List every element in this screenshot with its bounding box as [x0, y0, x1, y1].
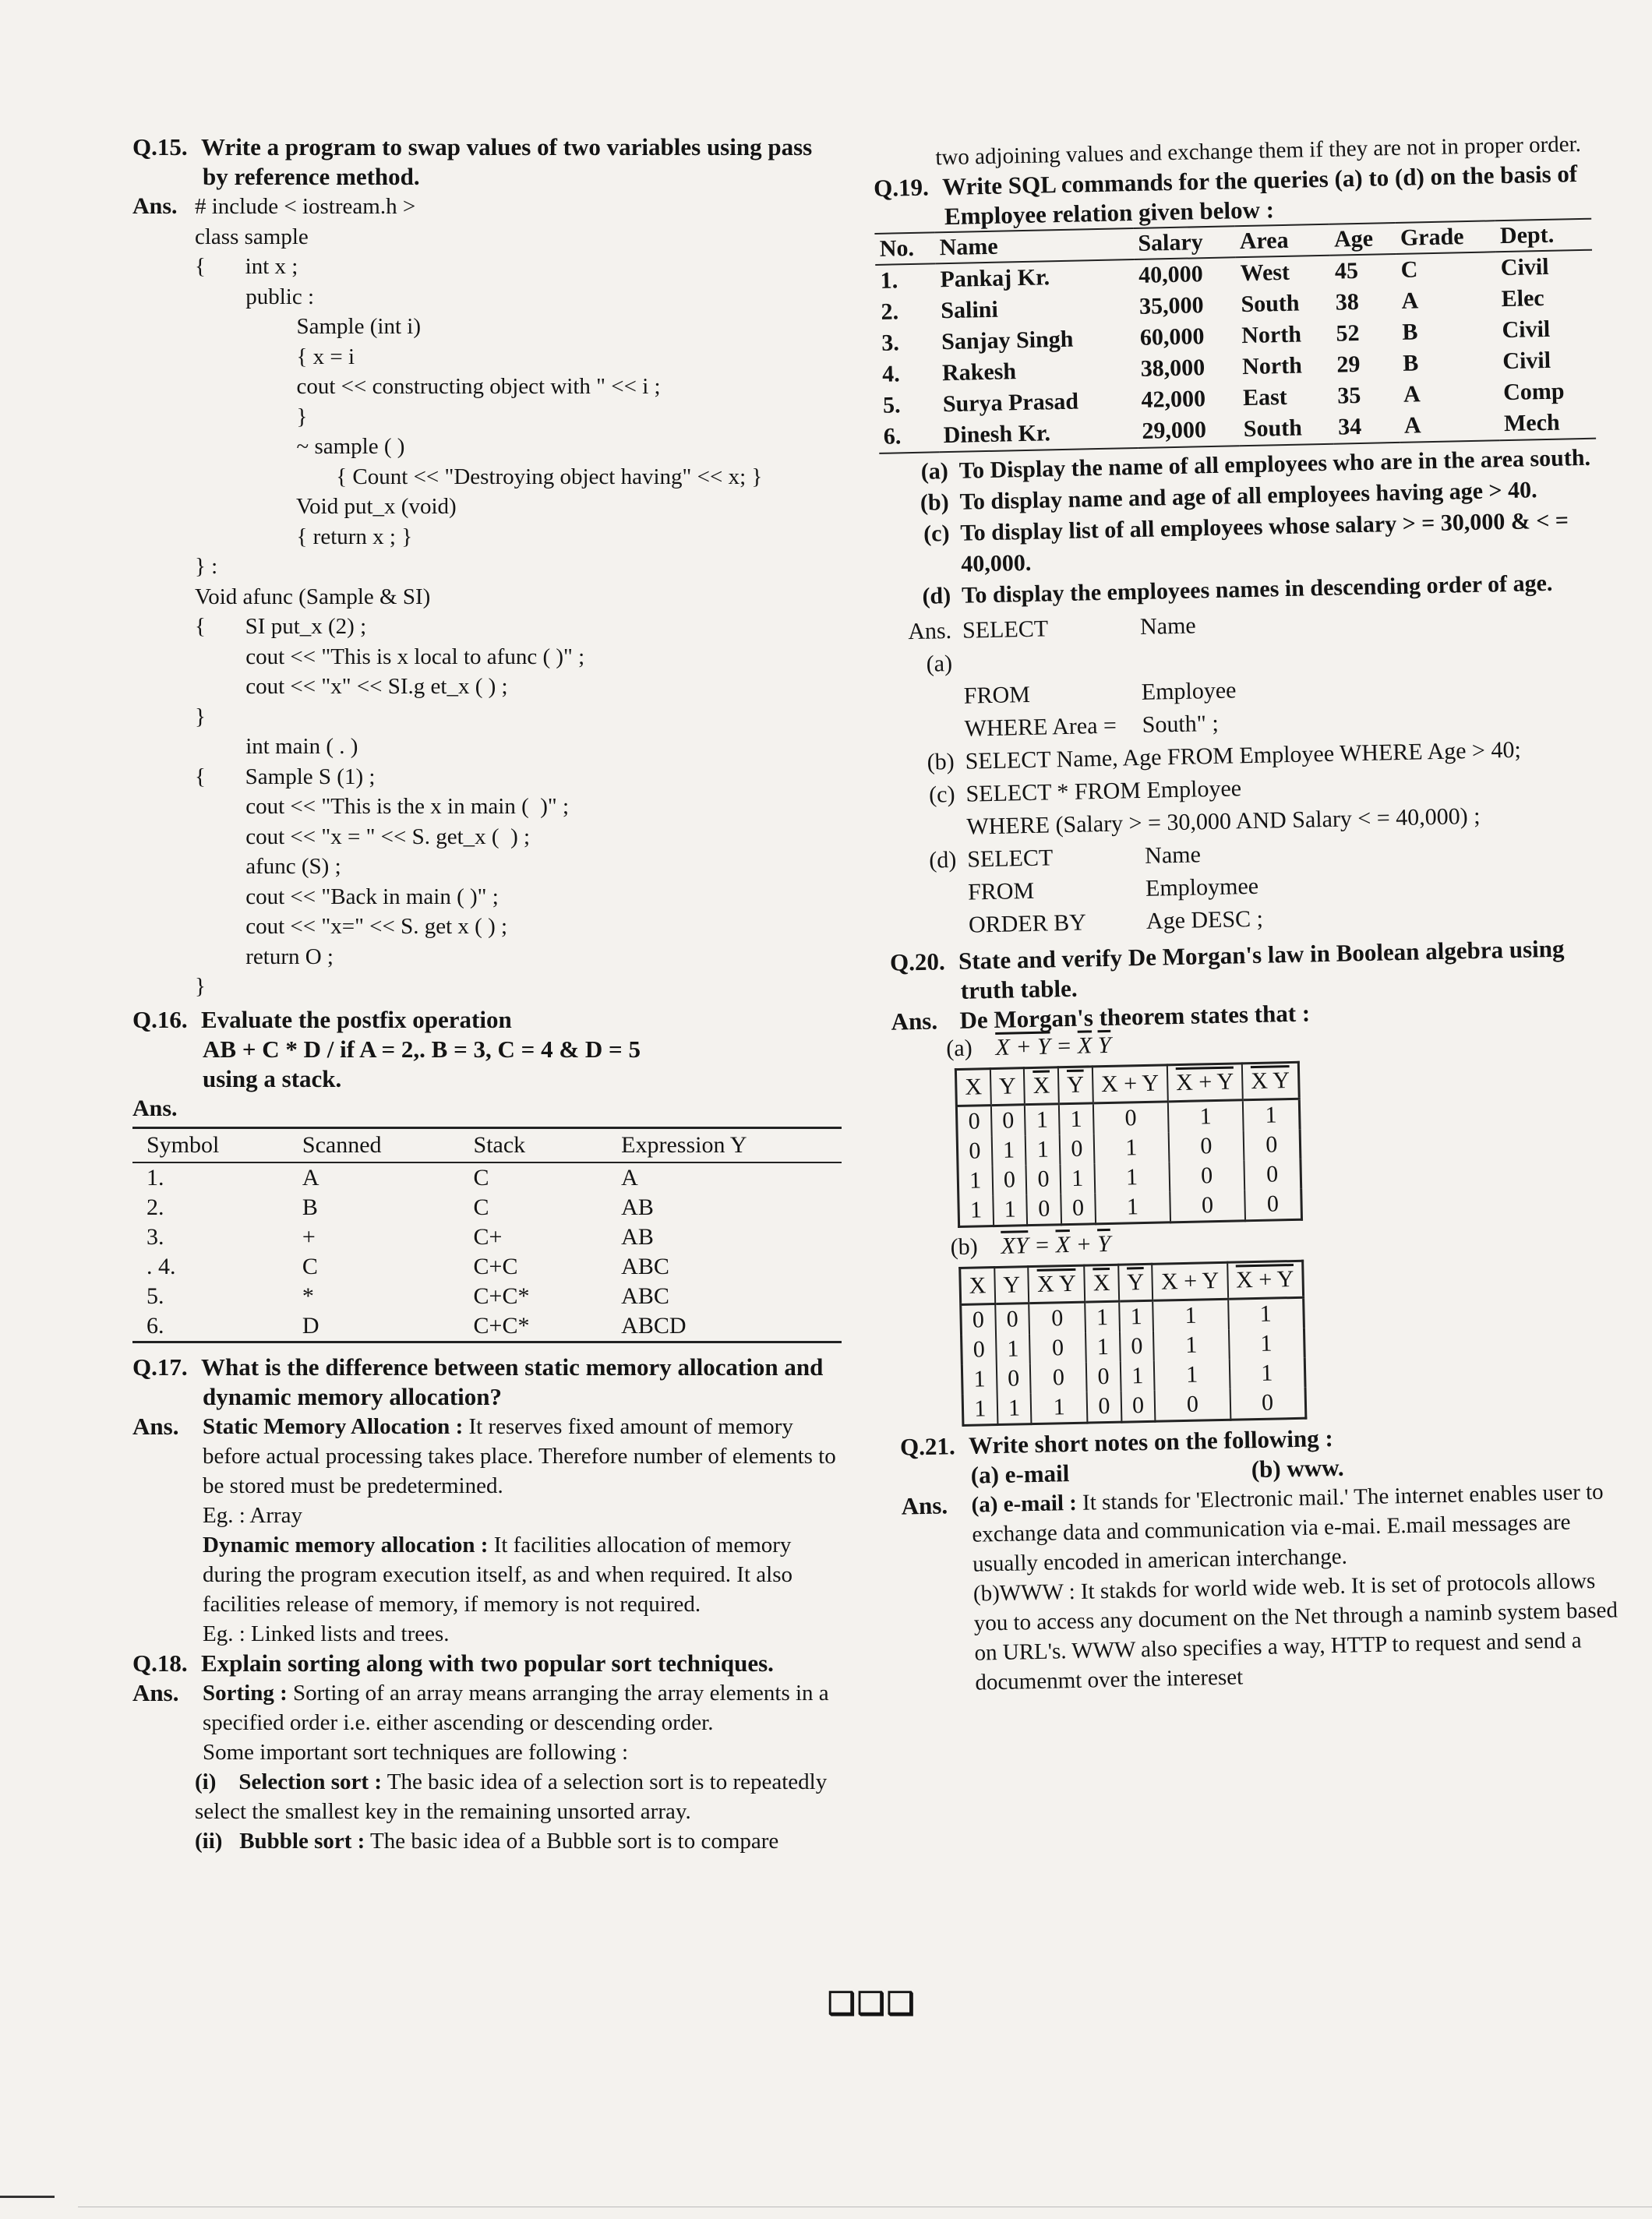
table-row — [958, 1189, 1301, 1227]
dynamic-body: It facilities allocation of memory during the program execution itself, as and when required. It also facilities release of memory, if memory is not required. — [203, 1532, 792, 1617]
table-cell: C — [1400, 256, 1418, 283]
table-cell: Sanjay Singh — [941, 326, 1074, 355]
table-cell: C — [302, 1253, 318, 1279]
page-end-mark: ❑❑❑ — [828, 1986, 916, 2021]
table-cell: 1 — [1229, 1358, 1304, 1389]
law-lhs: $\overline{XY}$ — [1001, 1233, 1029, 1259]
table-row — [132, 1162, 842, 1193]
law-label: (b) — [950, 1233, 978, 1261]
query-text: To display list of all employees whose salary > = 30,000 & < = 40,000. — [960, 507, 1569, 577]
question-text: Evaluate the postfix operation — [201, 1005, 512, 1033]
table-cell: East — [1242, 383, 1288, 411]
column-header: Area — [1234, 224, 1329, 258]
table-cell: 0 — [1029, 1302, 1086, 1334]
table-cell: ABC — [621, 1282, 669, 1309]
table-cell: 1 — [962, 1364, 997, 1395]
query-text: To display name and age of all employees having age > 40. — [959, 477, 1537, 515]
column-header: X + Y — [1227, 1261, 1304, 1299]
sql-keyword: FROM — [967, 877, 1035, 905]
question-text-cont: using a stack. — [203, 1064, 342, 1092]
table-cell: Civil — [1502, 316, 1551, 344]
sql-label — [888, 877, 969, 911]
sql-label — [887, 811, 967, 845]
employee-table — [874, 218, 1596, 454]
table-cell: 0 — [1026, 1164, 1061, 1194]
stack-table — [132, 1127, 842, 1343]
sql-label — [889, 909, 969, 944]
sql-label — [884, 680, 964, 714]
question-text: Explain sorting along with two popular sort techniques. — [201, 1649, 774, 1677]
sql-keyword: SELECT — [966, 845, 1054, 873]
table-cell: 0 — [1027, 1194, 1061, 1225]
table-cell: Mech — [1503, 409, 1561, 437]
table-cell: + — [302, 1223, 316, 1250]
column-header: X Y — [1029, 1265, 1085, 1303]
sql-value: Employee — [1141, 677, 1237, 705]
table-row — [132, 1282, 842, 1311]
table-cell: 35,000 — [1138, 292, 1204, 319]
sql-keyword: SELECT Name, Age FROM Employee WHERE Age > 40; — [965, 736, 1522, 774]
table-cell: 0 — [1060, 1134, 1094, 1164]
table-cell: 0 — [957, 1136, 992, 1166]
code-line: { Count << "Destroying object having" << x; } — [195, 464, 763, 489]
sql-keyword: SELECT * FROM Employee — [965, 775, 1242, 807]
static-body: It reserves fixed amount of memory before actual processing takes place. Therefore number of elements to be stored must be predetermined. — [203, 1413, 836, 1498]
table-cell: Salini — [941, 296, 999, 324]
code-block — [195, 192, 762, 1002]
truth-table-a — [955, 1061, 1303, 1228]
table-cell: 5. — [882, 392, 901, 418]
table-cell: . 4. — [146, 1253, 176, 1279]
table-cell: South — [1243, 415, 1303, 443]
question-number: Q.15. — [132, 133, 188, 161]
continued-text: two adjoining values and exchange them if they are not in proper order. — [935, 131, 1582, 171]
sql-value: Age DESC ; — [1145, 905, 1264, 934]
table-cell: North — [1241, 352, 1303, 380]
table-cell: 42,000 — [1141, 386, 1206, 413]
column-header: Name — [934, 228, 1134, 263]
column-header: $\overline{Y}$ — [1118, 1264, 1153, 1301]
law-lhs: X + Y — [995, 1033, 1051, 1060]
answer-label: Ans. — [132, 1678, 179, 1706]
table-cell: 1 — [997, 1393, 1031, 1424]
code-line: Void put_x (void) — [195, 494, 457, 519]
www-body: (b)WWW : It stakds for world wide web. It is set of protocols allows you to access any document on the Net through a naminb system based on URL's. WWW also specifies a way, HTTP to request and send a documenmt over the intereset — [972, 1568, 1618, 1695]
query-label: (b) — [920, 489, 949, 516]
table-cell: 1 — [1025, 1104, 1059, 1135]
sql-keyword: FROM — [963, 681, 1031, 709]
question-15 — [132, 132, 845, 192]
table-row — [962, 1388, 1305, 1426]
table-cell: 1 — [1168, 1100, 1244, 1133]
table-cell: 0 — [1155, 1389, 1230, 1422]
code-line: { Sample S (1) ; — [195, 764, 376, 789]
code-line: cout << constructing object with " << i ; — [195, 374, 661, 399]
table-cell: 40,000 — [1138, 261, 1204, 288]
table-cell: 1 — [1025, 1134, 1060, 1165]
column-header: $\overline{X}$ — [1084, 1265, 1119, 1302]
code-line: } : — [195, 554, 218, 579]
code-line: { x = i — [195, 344, 355, 369]
table-cell: 1 — [958, 1166, 993, 1196]
table-cell: 6. — [146, 1312, 164, 1339]
table-cell: Elec — [1501, 285, 1544, 312]
code-line: class sample — [195, 224, 309, 249]
table-cell: 38,000 — [1140, 355, 1205, 382]
table-cell: 60,000 — [1139, 323, 1205, 351]
table-cell: 1 — [1085, 1301, 1119, 1332]
table-cell: 0 — [1244, 1130, 1301, 1161]
question-18 — [132, 1649, 845, 1678]
table-cell: 0 — [991, 1105, 1025, 1136]
column-header: Expression Y — [616, 1127, 842, 1162]
answer-text: De Morgan's theorem states that : — [959, 999, 1311, 1034]
table-cell: C+C — [473, 1253, 518, 1279]
column-header: X + Y — [1167, 1064, 1243, 1102]
static-heading: Static Memory Allocation : — [203, 1413, 464, 1439]
table-cell: 29,000 — [1142, 417, 1207, 444]
code-line: cout << "x" << SI.g et_x ( ) ; — [195, 674, 508, 699]
table-cell: C — [473, 1164, 489, 1191]
column-header: X + Y — [1093, 1065, 1168, 1103]
sort-techniques — [132, 1767, 845, 1856]
law-b: (b) $\overline{XY} = \overline{X} + \overline{Y}$ — [950, 1230, 1111, 1261]
code-line: ~ sample ( ) — [195, 434, 405, 459]
query-list — [879, 443, 1599, 613]
table-cell: Comp — [1502, 378, 1565, 406]
table-cell: AB — [621, 1223, 654, 1250]
table-cell: 0 — [997, 1364, 1031, 1394]
table-cell: 0 — [1121, 1391, 1155, 1422]
law-rhs: $\overline{X}$ — [1055, 1232, 1071, 1258]
code-line: public : — [195, 284, 315, 309]
code-line: } — [195, 404, 308, 429]
sql-keyword: ORDER BY — [968, 909, 1087, 938]
edge-mark — [0, 2196, 55, 2198]
answer-label: Ans. — [891, 1007, 938, 1035]
code-line: cout << "This is the x in main ( )" ; — [195, 794, 570, 819]
table-cell: 1 — [1229, 1328, 1304, 1360]
table-cell: 34 — [1337, 413, 1362, 440]
question-text: State and verify De Morgan's law in Boolean algebra using — [958, 934, 1565, 975]
table-cell: C — [473, 1194, 489, 1220]
sorting-heading: Sorting : — [203, 1680, 288, 1706]
sql-label: (c) — [928, 781, 955, 808]
column-header: $\overline{X}$ — [1024, 1067, 1059, 1105]
table-cell: 0 — [1168, 1131, 1244, 1162]
sql-answers — [883, 601, 1607, 944]
law-rhs: $\overline{X}$ — [1077, 1032, 1093, 1059]
code-line: cout << "Back in main ( )" ; — [195, 884, 499, 909]
sql-label: (d) — [928, 846, 957, 873]
answer-17 — [132, 1412, 845, 1649]
sql-label — [884, 713, 965, 747]
code-line: { SI put_x (2) ; — [195, 614, 367, 639]
table-cell: D — [302, 1312, 319, 1339]
table-cell: 1 — [1154, 1360, 1230, 1391]
code-line: int main ( . ) — [195, 734, 358, 759]
table-cell: 1 — [1153, 1330, 1229, 1361]
example-line: Eg. : Array — [203, 1502, 303, 1528]
column-header: X Y — [1242, 1062, 1299, 1100]
table-cell: 1 — [962, 1394, 997, 1425]
table-cell: 1 — [1119, 1300, 1153, 1332]
table-cell: 1 — [996, 1334, 1030, 1364]
truth-table-b — [958, 1260, 1307, 1427]
table-cell: 0 — [1230, 1388, 1305, 1420]
sql-label: (b) — [927, 748, 955, 775]
table-cell: 1. — [146, 1164, 164, 1191]
column-header: Grade — [1395, 220, 1495, 254]
item-label: (ii) — [195, 1828, 223, 1854]
question-text: Write short notes on the following : — [968, 1423, 1334, 1459]
sql-value: Name — [1144, 841, 1202, 869]
table-cell: 3. — [146, 1223, 164, 1250]
sql-label: Ans. (a) — [907, 618, 953, 677]
table-cell: 45 — [1334, 257, 1359, 284]
sql-value: Employmee — [1145, 873, 1259, 901]
query-label: (c) — [923, 520, 950, 547]
column-header: Y — [990, 1068, 1025, 1106]
table-cell: 0 — [961, 1304, 996, 1335]
table-cell: 1 — [1031, 1392, 1088, 1424]
question-text-cont: Employee relation given below : — [944, 196, 1275, 231]
table-cell: C+ — [473, 1223, 503, 1250]
column-header: No. — [874, 232, 935, 265]
table-cell: 0 — [1093, 1102, 1169, 1134]
option-b: (b) www. — [1251, 1453, 1344, 1483]
code-line: Void afunc (Sample & SI) — [195, 584, 431, 609]
table-row — [132, 1311, 842, 1342]
table-cell: 0 — [995, 1304, 1029, 1335]
table-cell: ABC — [621, 1253, 669, 1279]
code-line: afunc (S) ; — [195, 854, 341, 879]
column-header: X — [955, 1069, 990, 1106]
sql-keyword: WHERE Area = — [964, 712, 1117, 742]
left-column — [132, 132, 845, 1856]
table-cell: B — [1402, 319, 1418, 345]
table-cell: 1 — [1153, 1299, 1229, 1332]
table-cell: 6. — [883, 423, 902, 450]
table-cell: 1 — [1060, 1163, 1094, 1194]
table-cell: 3. — [881, 330, 900, 356]
table-cell: C+C* — [473, 1282, 530, 1309]
email-body: It stands for 'Electronic mail.' The internet enables user to exchange data and communication via e-mai. E.mail messages are usually encoded in american interchange. — [972, 1479, 1604, 1577]
sql-value: South" ; — [1142, 710, 1220, 738]
law-rhs: $\overline{Y}$ — [1097, 1230, 1111, 1258]
table-cell: 1 — [1059, 1103, 1093, 1134]
question-17 — [132, 1353, 845, 1412]
table-cell: 0 — [1086, 1362, 1121, 1392]
code-line: } — [195, 974, 206, 999]
table-cell: 0 — [1061, 1193, 1095, 1224]
answer-18 — [132, 1678, 845, 1767]
table-cell: 0 — [1244, 1159, 1301, 1191]
table-cell: 0 — [1244, 1189, 1301, 1221]
table-cell: West — [1240, 259, 1290, 287]
question-text-cont: by reference method. — [203, 163, 420, 190]
code-line: { return x ; } — [195, 524, 413, 549]
table-cell: Rakesh — [941, 358, 1017, 386]
table-cell: 0 — [1087, 1392, 1121, 1423]
column-header: $\overline{Y}$ — [1058, 1067, 1093, 1104]
code-line: cout << "x=" << S. get x ( ) ; — [195, 914, 508, 939]
code-line: cout << "This is x local to afunc ( )" ; — [195, 644, 585, 669]
column-header: Salary — [1133, 226, 1235, 259]
table-cell: Pankaj Kr. — [940, 264, 1050, 293]
question-text-cont: truth table. — [960, 974, 1078, 1004]
query-label: (a) — [920, 458, 949, 485]
column-header: Symbol — [132, 1127, 298, 1162]
table-cell: 1 — [958, 1195, 994, 1226]
table-cell: A — [1401, 288, 1419, 314]
law-rhs: $\overline{Y}$ — [1097, 1032, 1111, 1059]
question-text: What is the difference between static memory allocation and — [201, 1353, 824, 1381]
table-cell: 1 — [991, 1135, 1025, 1166]
table-cell: 35 — [1336, 382, 1361, 409]
law-a: (a) $X + Y = \overline{X}$ $\overline{Y}$ — [945, 1032, 1111, 1062]
table-cell: North — [1241, 321, 1302, 349]
table-cell: C+C* — [473, 1312, 530, 1339]
answer-label: Ans. — [132, 1412, 179, 1440]
table-row — [132, 1222, 842, 1252]
table-cell: * — [302, 1282, 314, 1309]
table-cell: 2. — [146, 1194, 164, 1220]
question-16 — [132, 1005, 845, 1094]
code-line: cout << "x = " << S. get_x ( ) ; — [195, 824, 531, 849]
table-row — [132, 1193, 842, 1222]
question-number: Q.18. — [132, 1649, 188, 1677]
question-number: Q.21. — [899, 1432, 956, 1461]
selection-heading: Selection sort : — [238, 1769, 382, 1794]
table-cell: 0 — [992, 1165, 1026, 1195]
question-text: Write a program to swap values of two variables using pass — [201, 133, 813, 161]
column-header: Scanned — [298, 1127, 469, 1162]
bubble-body: The basic idea of a Bubble sort is to compare — [365, 1828, 779, 1854]
query-text: To display the employees names in descending order of age. — [961, 570, 1553, 609]
column-header: Dept. — [1495, 219, 1592, 252]
table-cell: 5. — [146, 1282, 164, 1309]
option-a: (a) e-mail — [970, 1459, 1070, 1489]
table-cell: 0 — [1030, 1363, 1086, 1393]
table-cell: Civil — [1502, 347, 1551, 375]
table-cell: A — [1403, 381, 1421, 407]
code-line: # include < iostream.h > — [195, 194, 416, 219]
table-cell: 0 — [1170, 1190, 1245, 1222]
table-cell: 2. — [881, 298, 899, 325]
dynamic-heading: Dynamic memory allocation : — [203, 1532, 489, 1558]
question-text: Write SQL commands for the queries (a) to (d) on the basis of — [941, 160, 1578, 201]
sql-keyword: SELECT — [962, 616, 1049, 644]
column-header: Age — [1329, 223, 1396, 256]
table-cell: 1 — [1121, 1361, 1155, 1392]
table-cell: ABCD — [621, 1312, 687, 1339]
table-cell: 0 — [962, 1335, 997, 1365]
sorting-body: Sorting of an array means arranging the array elements in a specified order i.e. either ascending or descending order. — [203, 1680, 829, 1735]
table-cell: 1 — [1243, 1099, 1300, 1131]
code-line: return O ; — [195, 944, 334, 969]
law-label: (a) — [945, 1035, 972, 1062]
answer-label: Ans. — [901, 1491, 948, 1520]
table-cell: 1 — [1093, 1132, 1169, 1163]
table-cell: 4. — [881, 361, 901, 387]
selection-body: The basic idea of a selection sort is to repeatedly select the smallest key in the remaining unsorted array. — [195, 1769, 828, 1824]
table-cell: B — [1402, 350, 1419, 376]
postfix-expression: AB + C * D / if A = 2,. B = 3, C = 4 & D = 5 — [203, 1035, 641, 1063]
table-cell: A — [302, 1164, 319, 1191]
column-header: Stack — [469, 1127, 617, 1162]
code-line: Sample (int i) — [195, 314, 421, 339]
code-line: { int x ; — [195, 254, 298, 279]
column-header: Y — [994, 1267, 1029, 1304]
example-line: Eg. : Linked lists and trees. — [203, 1621, 450, 1646]
query-label: (d) — [922, 583, 951, 609]
answer-label: Ans. — [132, 1095, 178, 1121]
answer-15 — [132, 192, 845, 1002]
answer-21 — [901, 1476, 1622, 1699]
table-cell: 1 — [1085, 1332, 1120, 1363]
sort-intro: Some important sort techniques are following : — [203, 1739, 629, 1765]
code-line: } — [195, 704, 206, 729]
table-cell: South — [1241, 290, 1300, 318]
table-cell: 1 — [1094, 1162, 1170, 1193]
question-number: Q.19. — [873, 173, 930, 202]
question-number: Q.16. — [132, 1005, 188, 1033]
query-text: To Display the name of all employees who are in the area south. — [958, 444, 1591, 484]
table-cell: 29 — [1336, 351, 1361, 378]
table-cell: Civil — [1500, 253, 1549, 281]
sql-keyword: WHERE (Salary > = 30,000 AND Salary < = 40,000) ; — [966, 803, 1481, 840]
table-cell: 0 — [956, 1106, 991, 1137]
column-header: X — [960, 1268, 995, 1305]
table-cell: 1 — [1095, 1191, 1170, 1224]
item-label: (i) — [195, 1769, 217, 1794]
table-cell: AB — [621, 1194, 654, 1220]
table-cell: 52 — [1336, 319, 1360, 347]
question-text-cont: dynamic memory allocation? — [203, 1382, 503, 1410]
table-cell: 1. — [880, 267, 898, 294]
answer-label: Ans. — [132, 193, 178, 219]
table-row — [132, 1252, 842, 1282]
table-cell: B — [302, 1194, 318, 1220]
right-column — [873, 129, 1622, 1699]
sql-value: Name — [1139, 612, 1197, 640]
table-cell: A — [1403, 412, 1421, 439]
table-cell: Surya Prasad — [942, 388, 1079, 418]
email-heading: (a) e-mail : — [971, 1490, 1078, 1518]
table-cell: Dinesh Kr. — [943, 420, 1051, 449]
table-cell: 1 — [993, 1194, 1027, 1226]
question-number: Q.17. — [132, 1353, 188, 1381]
question-number: Q.20. — [889, 947, 945, 976]
table-cell: A — [621, 1164, 638, 1191]
table-cell: 0 — [1029, 1333, 1085, 1364]
table-cell: 0 — [1169, 1160, 1244, 1191]
table-cell: 38 — [1335, 288, 1360, 316]
table-cell: 0 — [1120, 1332, 1154, 1362]
bubble-heading: Bubble sort : — [239, 1828, 365, 1854]
table-cell: 1 — [1228, 1297, 1304, 1330]
column-header: X + Y — [1153, 1262, 1228, 1300]
